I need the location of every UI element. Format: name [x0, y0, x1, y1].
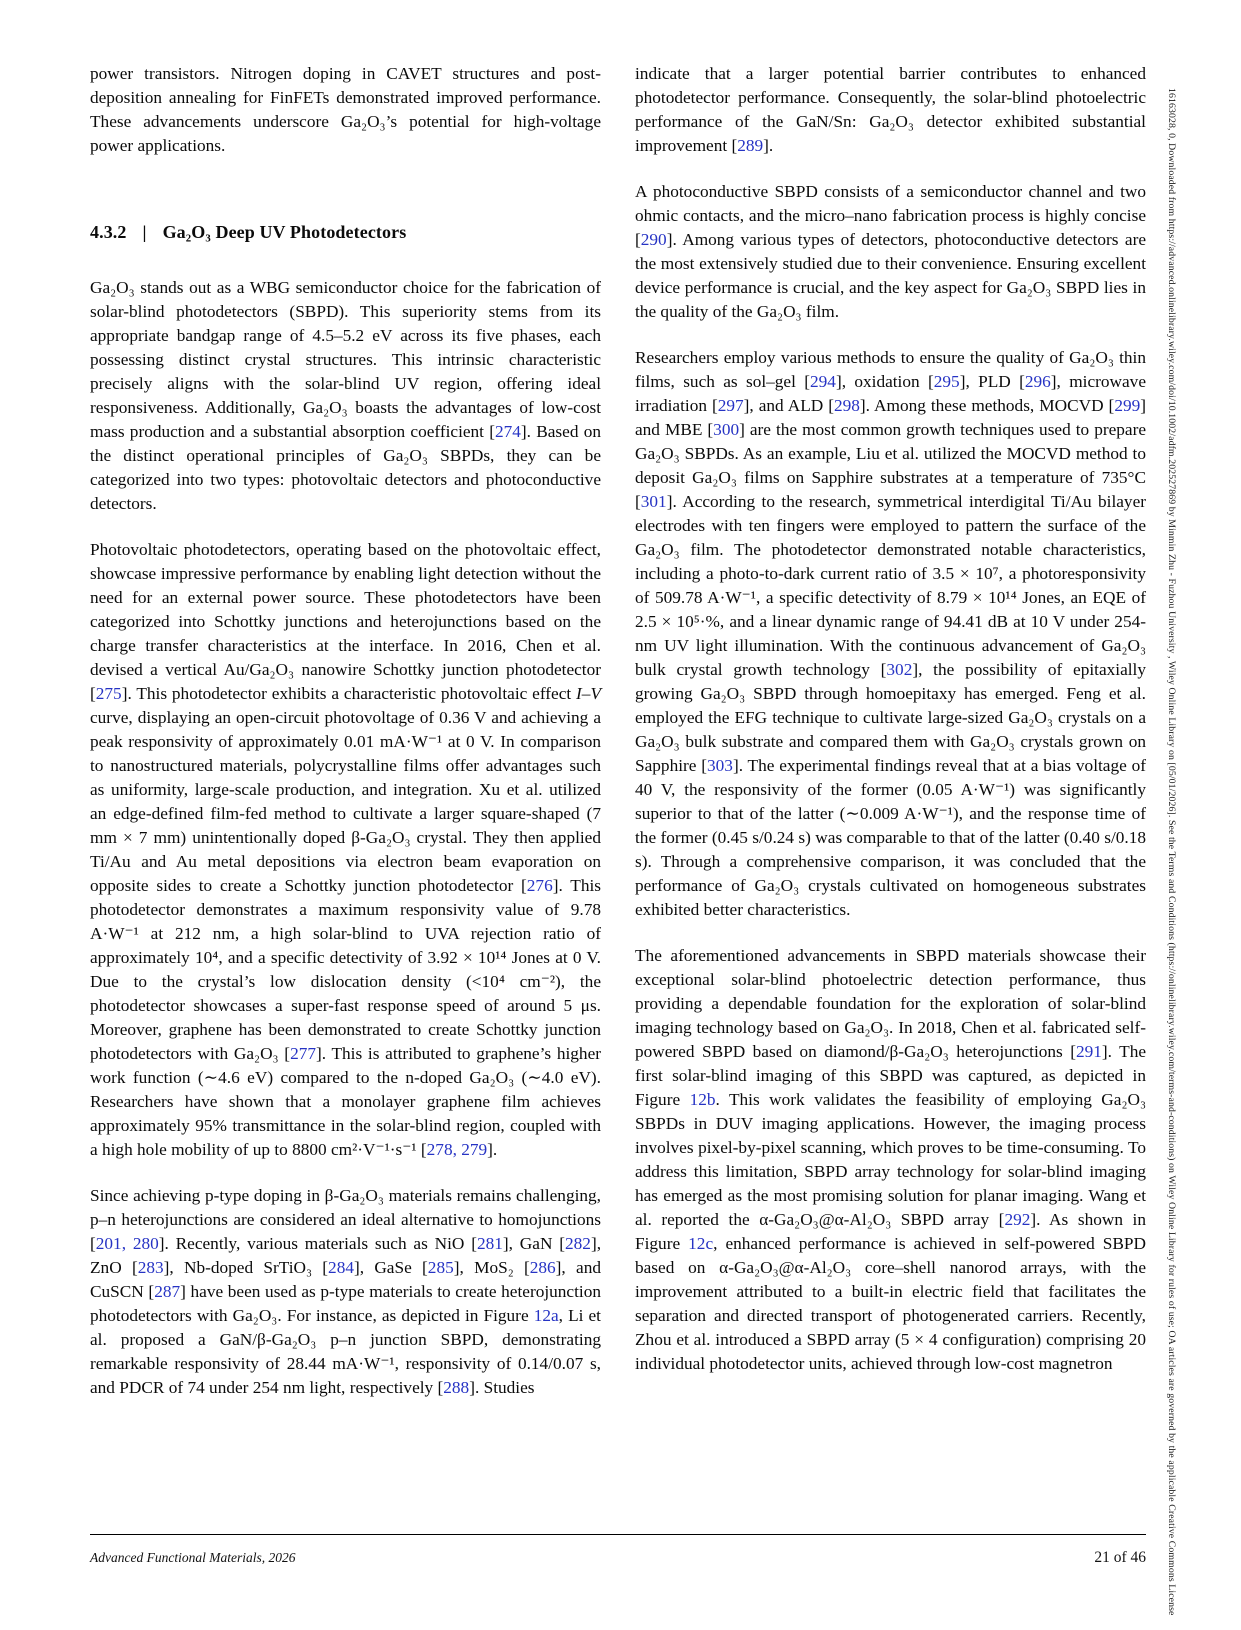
citation-link[interactable]: 278, 279 [426, 1140, 488, 1159]
citation-link[interactable]: 298 [833, 396, 860, 415]
citation-link[interactable]: 296 [1024, 372, 1051, 391]
citation-link[interactable]: 12a [533, 1306, 559, 1325]
citation-link[interactable]: 301 [640, 492, 667, 511]
right-column [635, 62, 1146, 1400]
paragraph-potential-barrier: indicate that a larger potential barrier contributes to enhanced photodetector performance. Consequently, the solar-blind photoelectric performance of the GaN/Sn: Ga₂O₃ detector exhibited substantial improvement [289]. [635, 64, 1146, 155]
footer-rule [90, 1534, 1146, 1535]
citation-link[interactable]: 277 [290, 1044, 316, 1063]
heading-separator: | [142, 222, 147, 242]
left-column [90, 62, 601, 1400]
section-heading [90, 220, 601, 244]
citation-link[interactable]: 294 [810, 372, 836, 391]
section-number: 4.3.2 [90, 222, 127, 242]
citation-link[interactable]: 284 [328, 1258, 354, 1277]
paragraph-ptype-heterojunctions: Since achieving p-type doping in β-Ga₂O₃ materials remains challenging, p–n heterojunctions are considered an ideal alternative to homojunctions [201, 280]. Recently, various materials such as NiO [281], GaN [282], ZnO [283], Nb-doped SrTiO₃ [284], GaSe [285], MoS₂ [286], and CuSCN [287] have been used as p-type materials to create heterojunction photodetectors with Ga₂O₃. For instance, as depicted in Figure 12a, Li et al. proposed a GaN/β-Ga₂O₃ p–n junction SBPD, demonstrating remarkable responsivity of 28.44 mA·W⁻¹, responsivity of 0.14/0.07 s, and PDCR of 74 under 254 nm light, respectively [288]. Studies [90, 1186, 602, 1397]
journal-name: Advanced Functional Materials, 2026 [90, 1550, 296, 1565]
citation-link[interactable]: 276 [526, 876, 553, 895]
page-footer [90, 1549, 1146, 1567]
citation-link[interactable]: 297 [717, 396, 744, 415]
paragraph-photovoltaic-detectors: Photovoltaic photodetectors, operating based on the photovoltaic effect, showcase impressive performance by enabling light detection without the need for an external power source. These photodetectors have been categorized into Schottky junctions and heterojunctions based on the charge transfer characteristics at the interface. In 2016, Chen et al. devised a vertical Au/Ga₂O₃ nanowire Schottky junction photodetector [275]. This photodetector exhibits a characteristic photovoltaic effect I–V curve, displaying an open-circuit photovoltage of 0.36 V and achieving a peak responsivity of approximately 0.01 mA·W⁻¹ at 0 V. In comparison to nanostructured materials, polycrystalline films offer advantages such as uniformity, large-scale production, and integration. Xu et al. utilized an edge-defined film-fed method to cultivate a larger square-shaped (7 mm × 7 mm) unintentionally doped β-Ga₂O₃ crystal. They then applied Ti/Au and Au metal depositions via electron beam evaporation on opposite sides to create a Schottky junction photodetector [276]. This photodetector demonstrates a maximum responsivity value of 9.78 A·W⁻¹ at 212 nm, a high solar-blind to UVA rejection ratio of approximately 10⁴, and a specific detectivity of 3.92 × 10¹⁴ Jones at 0 V. Due to the crystal’s low dislocation density (<10⁴ cm⁻²), the photodetector showcases a super-fast response speed of around 5 μs. Moreover, graphene has been demonstrated to create Schottky junction photodetectors with Ga₂O₃ [277]. This is attributed to graphene’s higher work function (∼4.6 eV) compared to the n-doped Ga₂O₃ (∼4.0 eV). Researchers have shown that a monolayer graphene film achieves approximately 95% transmittance in the solar-blind region, coupled with a high hole mobility of up to 8800 cm²·V⁻¹·s⁻¹ [278, 279]. [90, 540, 601, 1159]
citation-link[interactable]: 302 [886, 660, 913, 679]
paragraph-sbpd-intro: Ga₂O₃ stands out as a WBG semiconductor choice for the fabrication of solar-blind photodetectors (SBPD). This superiority stems from its appropriate bandgap range of 4.5–5.2 eV across its five phases, each possessing distinct crystal structures. This intrinsic characteristic precisely aligns with the solar-blind UV region, offering ideal responsiveness. Additionally, Ga₂O₃ boasts the advantages of low-cost mass production and a substantial absorption coefficient [274]. Based on the distinct operational principles of Ga₂O₃ SBPDs, they can be categorized into two types: photovoltaic detectors and photoconductive detectors. [90, 278, 601, 513]
citation-link[interactable]: 300 [713, 420, 740, 439]
citation-link[interactable]: 289 [737, 136, 764, 155]
citation-link[interactable]: 12b [689, 1090, 716, 1109]
citation-link[interactable]: 287 [154, 1282, 181, 1301]
section-title: Ga₂O₃ Deep UV Photodetectors [162, 222, 407, 242]
paragraph-photoconductive-sbpd: A photoconductive SBPD consists of a semiconductor channel and two ohmic contacts, and the micro–nano fabrication process is highly concise [290]. Among various types of detectors, photoconductive detectors are the most extensively studied due to their convenience. Ensuring excellent device performance is crucial, and the key aspect for Ga₂O₃ SBPD lies in the quality of the Ga₂O₃ film. [635, 182, 1146, 321]
citation-link[interactable]: 295 [933, 372, 960, 391]
sidebar-download-notice: 16163028, 0, Downloaded from https://advanced.onlinelibrary.wiley.com/doi/10.1002/adfm.202527869 by Minmin Zhu - Fuzhou University , Wiley Online Library on [05/01/2026]. See the Terms and Conditions (https://onlinelibrary.wiley.com/terms-and-conditions) on Wiley Online Library for rules of use; OA articles are governed by the applicable Creative Commons License [1166, 88, 1177, 1616]
citation-link[interactable]: 290 [640, 230, 667, 249]
citation-link[interactable]: 281 [476, 1234, 503, 1253]
paragraph-power-transistors: power transistors. Nitrogen doping in CAVET structures and post-deposition annealing for FinFETs demonstrated improved performance. These advancements underscore Ga₂O₃’s potential for high-voltage power applications. [90, 64, 601, 155]
paragraph-solar-blind-imaging: The aforementioned advancements in SBPD materials showcase their exceptional solar-blind photoelectric detection performance, thus providing a dependable foundation for the exploration of solar-blind imaging technology based on Ga₂O₃. In 2018, Chen et al. fabricated self-powered SBPD based on diamond/β-Ga₂O₃ heterojunctions [291]. The first solar-blind imaging of this SBPD was captured, as depicted in Figure 12b. This work validates the feasibility of employing Ga₂O₃ SBPDs in DUV imaging applications. However, the imaging process involves pixel-by-pixel scanning, which proves to be time-consuming. To address this limitation, SBPD array technology for solar-blind imaging has emerged as the most promising solution for planar imaging. Wang et al. reported the α-Ga₂O₃@α-Al₂O₃ SBPD array [292]. As shown in Figure 12c, enhanced performance is achieved in self-powered SBPD based on α-Ga₂O₃@α-Al₂O₃ core–shell nanorod arrays, with the improvement attributed to a built-in electric field that facilitates the separation and directed transport of photogenerated carriers. Recently, Zhou et al. introduced a SBPD array (5 × 4 configuration) comprising 20 individual photodetector units, achieved through low-cost magnetron [635, 946, 1147, 1373]
citation-link[interactable]: 282 [565, 1234, 591, 1253]
citation-link[interactable]: 299 [1114, 396, 1141, 415]
citation-link[interactable]: 292 [1004, 1210, 1031, 1229]
citation-link[interactable]: 201, 280 [95, 1234, 159, 1253]
page-number: 21 of 46 [1094, 1549, 1146, 1566]
italic-text: I–V [576, 684, 601, 703]
two-column-body [90, 62, 1146, 1400]
paragraph-film-quality-methods: Researchers employ various methods to ensure the quality of Ga₂O₃ thin films, such as sol–gel [294], oxidation [295], PLD [296], microwave irradiation [297], and ALD [298]. Among these methods, MOCVD [299] and MBE [300] are the most common growth techniques used to prepare Ga₂O₃ SBPDs. As an example, Liu et al. utilized the MOCVD method to deposit Ga₂O₃ films on Sapphire substrates at a temperature of 735°C [301]. According to the research, symmetrical interdigital Ti/Au bilayer electrodes with ten fingers were employed to pattern the surface of the Ga₂O₃ film. The photodetector demonstrated notable characteristics, including a photo-to-dark current ratio of 3.5 × 10⁷, a photoresponsivity of 509.78 A·W⁻¹, a specific detectivity of 8.79 × 10¹⁴ Jones, an EQE of 2.5 × 10⁵·%, and a linear dynamic range of 94.41 dB at 10 V under 254-nm UV light illumination. With the continuous advancement of Ga₂O₃ bulk crystal growth technology [302], the possibility of epitaxially growing Ga₂O₃ SBPD through homoepitaxy has emerged. Feng et al. employed the EFG technique to cultivate large-sized Ga₂O₃ crystals on a Ga₂O₃ bulk substrate and compared them with Ga₂O₃ crystals grown on Sapphire [303]. The experimental findings reveal that at a bias voltage of 40 V, the responsivity of the former (0.05 A·W⁻¹) was significantly superior to that of the latter (∼0.009 A·W⁻¹), and the response time of the former (0.45 s/0.24 s) was comparable to that of the latter (0.40 s/0.18 s). Through a comprehensive comparison, it was concluded that the performance of Ga₂O₃ crystals cultivated on homogeneous substrates exhibited better characteristics. [635, 348, 1146, 919]
citation-link[interactable]: 285 [427, 1258, 454, 1277]
citation-link[interactable]: 291 [1075, 1042, 1102, 1061]
citation-link[interactable]: 288 [443, 1378, 470, 1397]
citation-link[interactable]: 275 [95, 684, 122, 703]
citation-link[interactable]: 303 [707, 756, 733, 775]
citation-link[interactable]: 12c [688, 1234, 714, 1253]
citation-link[interactable]: 274 [494, 422, 521, 441]
citation-link[interactable]: 283 [137, 1258, 164, 1277]
citation-link[interactable]: 286 [529, 1258, 556, 1277]
